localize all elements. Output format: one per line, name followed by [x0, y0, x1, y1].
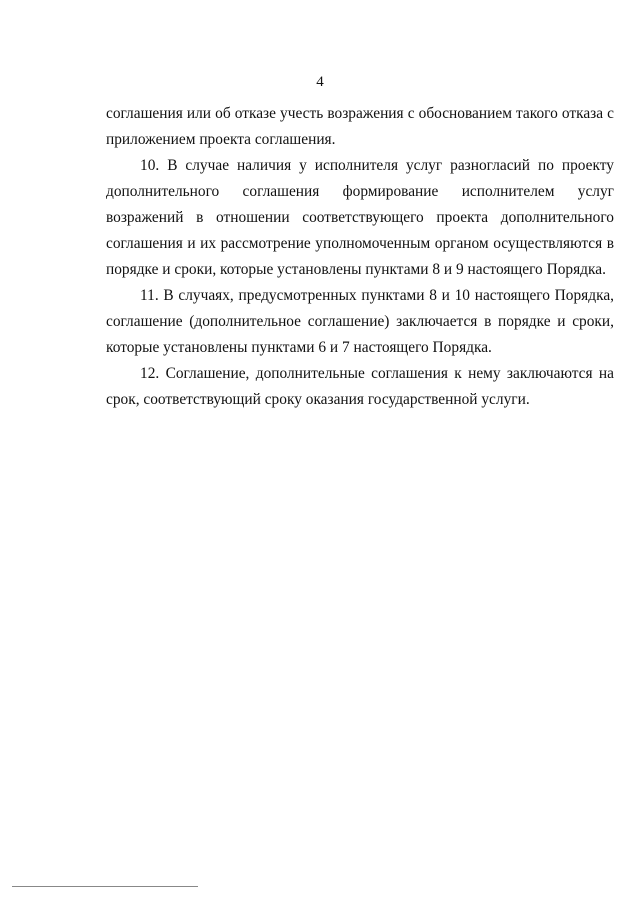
paragraph-continuation: соглашения или об отказе учесть возражения с обоснованием такого отказа с приложением проекта соглашения.: [106, 105, 614, 148]
page-number: 4: [316, 74, 324, 90]
footer-divider: [12, 886, 198, 887]
document-body: [106, 101, 614, 413]
paragraph-item-11: 11. В случаях, предусмотренных пунктами 8 и 10 настоящего Порядка, соглашение (дополнительное соглашение) заключается в порядке и сроки, которые установлены пунктами 6 и 7 настоящего Порядка.: [106, 287, 614, 356]
paragraph-item-12: 12. Соглашение, дополнительные соглашения к нему заключаются на срок, соответствующий сроку оказания государственной услуги.: [106, 365, 614, 408]
paragraph-item-10: 10. В случае наличия у исполнителя услуг разногласий по проекту дополнительного соглашения формирование исполнителем услуг возражений в отношении соответствующего проекта дополнительного соглашения и их рассмотрение уполномоченным органом осуществляются в порядке и сроки, которые установлены пунктами 8 и 9 настоящего Порядка.: [106, 157, 614, 278]
